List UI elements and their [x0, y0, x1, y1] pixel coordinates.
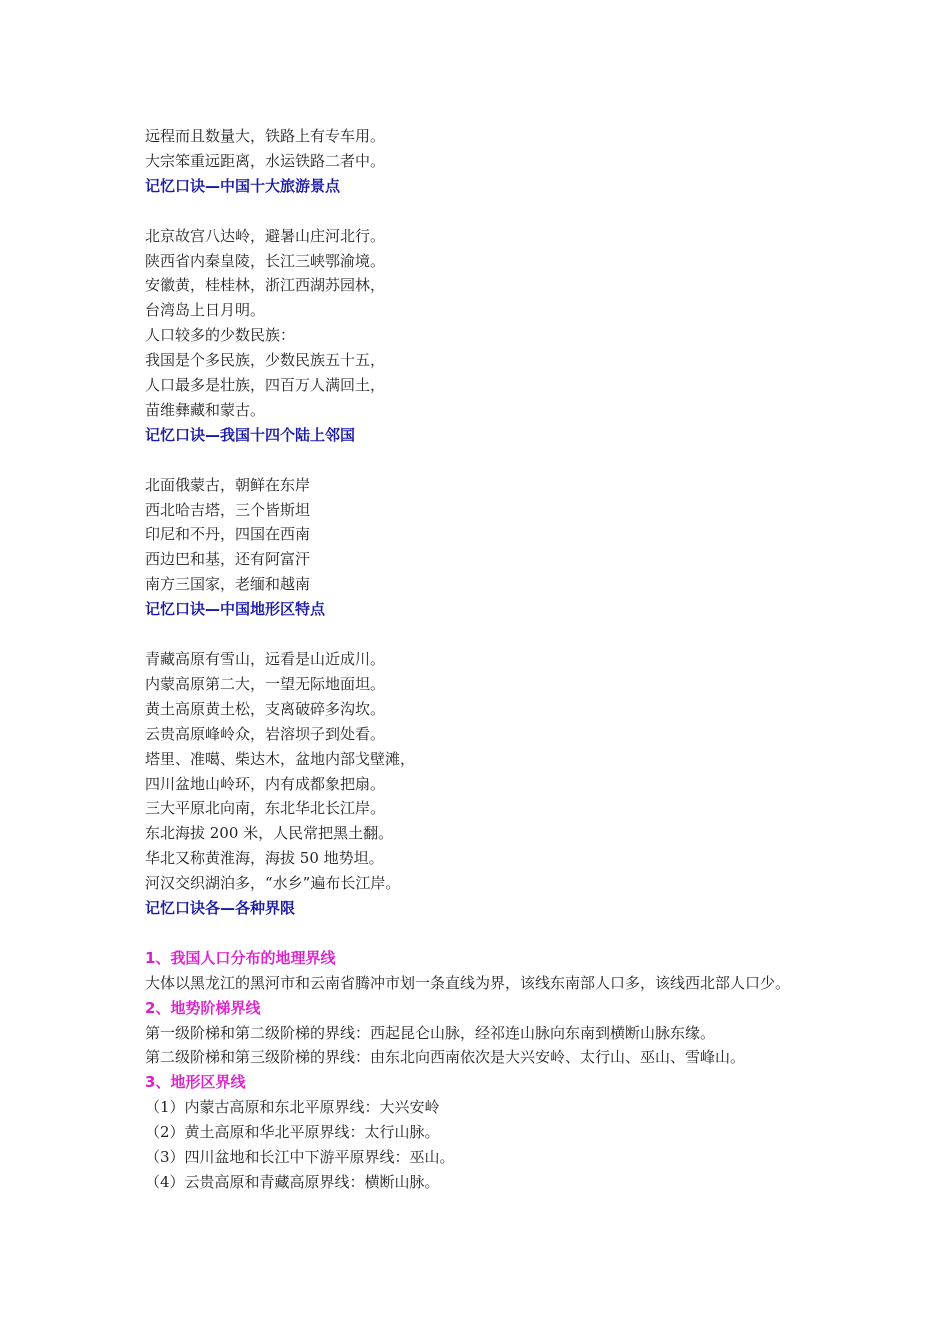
text-line: （4）云贵高原和青藏高原界线：横断山脉。 — [145, 1173, 440, 1191]
text-line: 苗维彝藏和蒙古。 — [145, 400, 266, 419]
text-line: 安徽黄，桂桂林，浙江西湖苏园林， — [145, 276, 386, 295]
text-line: 塔里、准噶、柴达木，盆地内部戈壁滩， — [145, 749, 416, 768]
text-line: 华北又称黄淮海，海拔 50 地势坦。 — [145, 849, 384, 868]
text-line: 第二级阶梯和第三级阶梯的界线：由东北向西南依次是大兴安岭、太行山、巫山、雪峰山。 — [145, 1048, 746, 1067]
text-line: 河汉交织湖泊多，“水乡”遍布长江岸。 — [145, 874, 401, 893]
text-line: 云贵高原峰岭众，岩溶坝子到处看。 — [145, 724, 386, 743]
section-heading: 记忆口诀—我国十四个陆上邻国 — [145, 425, 356, 444]
text-line: 黄土高原黄土松，支离破碎多沟坎。 — [145, 699, 386, 718]
text-line: 人口最多是壮族，四百万人满回土， — [145, 376, 386, 395]
text-line: 内蒙高原第二大，一望无际地面坦。 — [145, 674, 386, 693]
blank-line — [145, 199, 815, 224]
text-line: （1）内蒙古高原和东北平原界线：大兴安岭 — [145, 1098, 440, 1117]
section-heading: 记忆口诀各—各种界限 — [145, 899, 296, 918]
subsection-heading: 2、地势阶梯界线 — [145, 998, 261, 1017]
document-body — [145, 124, 815, 1195]
text-line: （3）四川盆地和长江中下游平原界线：巫山。 — [145, 1148, 455, 1167]
text-line: 北京故宫八达岭，避暑山庄河北行。 — [145, 226, 386, 245]
text-line: 北面俄蒙古，朝鲜在东岸 — [145, 475, 311, 494]
text-line: 陕西省内秦皇陵，长江三峡鄂渝境。 — [145, 251, 386, 270]
blank-line — [145, 448, 815, 473]
text-line: 台湾岛上日月明。 — [145, 301, 266, 320]
text-line: 四川盆地山岭环，内有成都象把扇。 — [145, 774, 386, 793]
text-line: 我国是个多民族，少数民族五十五， — [145, 351, 386, 370]
subsection-heading: 3、地形区界线 — [145, 1073, 246, 1092]
text-line: 三大平原北向南，东北华北长江岸。 — [145, 799, 386, 818]
text-line: 大宗笨重远距离，水运铁路二者中。 — [145, 151, 386, 170]
section-heading: 记忆口诀—中国地形区特点 — [145, 600, 326, 619]
blank-line — [145, 921, 815, 946]
text-line: 第一级阶梯和第二级阶梯的界线：西起昆仑山脉，经祁连山脉向东南到横断山脉东缘。 — [145, 1023, 716, 1042]
text-line: 西边巴和基，还有阿富汗 — [145, 550, 311, 569]
text-line: （2）黄土高原和华北平原界线：太行山脉。 — [145, 1123, 440, 1142]
text-line: 西北哈吉塔，三个皆斯坦 — [145, 500, 311, 519]
text-line: 青藏高原有雪山，远看是山近成川。 — [145, 649, 386, 668]
section-heading: 记忆口诀—中国十大旅游景点 — [145, 176, 341, 195]
subsection-heading: 1、我国人口分布的地理界线 — [145, 948, 336, 967]
text-line: 大体以黑龙江的黑河市和云南省腾冲市划一条直线为界，该线东南部人口多，该线西北部人口少。 — [145, 973, 791, 992]
text-line: 印尼和不丹，四国在西南 — [145, 525, 311, 544]
text-line: 人口较多的少数民族： — [145, 326, 296, 345]
text-line: 南方三国家，老缅和越南 — [145, 575, 311, 594]
text-line: 远程而且数量大，铁路上有专车用。 — [145, 127, 386, 145]
blank-line — [145, 622, 815, 647]
text-line: 东北海拔 200 米，人民常把黑土翻。 — [145, 824, 394, 843]
